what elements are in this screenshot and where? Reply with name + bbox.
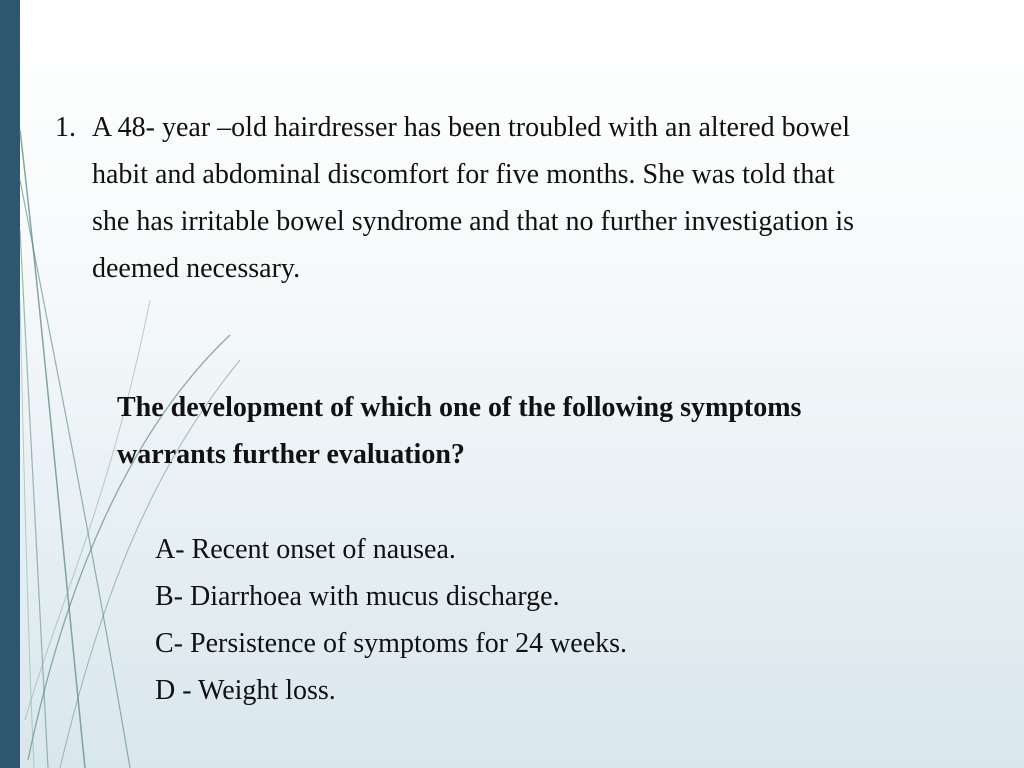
question-stem: A 48- year –old hairdresser has been troubled with an altered bowel habit and abdominal discomfort for five months. She was told that she has irritable bowel syndrome and that no further investigation is deemed necessary. [92, 112, 855, 284]
question-prompt: The development of which one of the following symptoms warrants further evaluation? [117, 392, 802, 470]
option-a: A- Recent onset of nausea. [155, 534, 456, 565]
question-number: 1. [55, 112, 76, 143]
answer-options [155, 526, 855, 714]
option-b: B- Diarrhoea with mucus discharge. [155, 581, 560, 612]
option-d: D - Weight loss. [155, 675, 336, 706]
option-c: C- Persistence of symptoms for 24 weeks. [155, 628, 628, 659]
